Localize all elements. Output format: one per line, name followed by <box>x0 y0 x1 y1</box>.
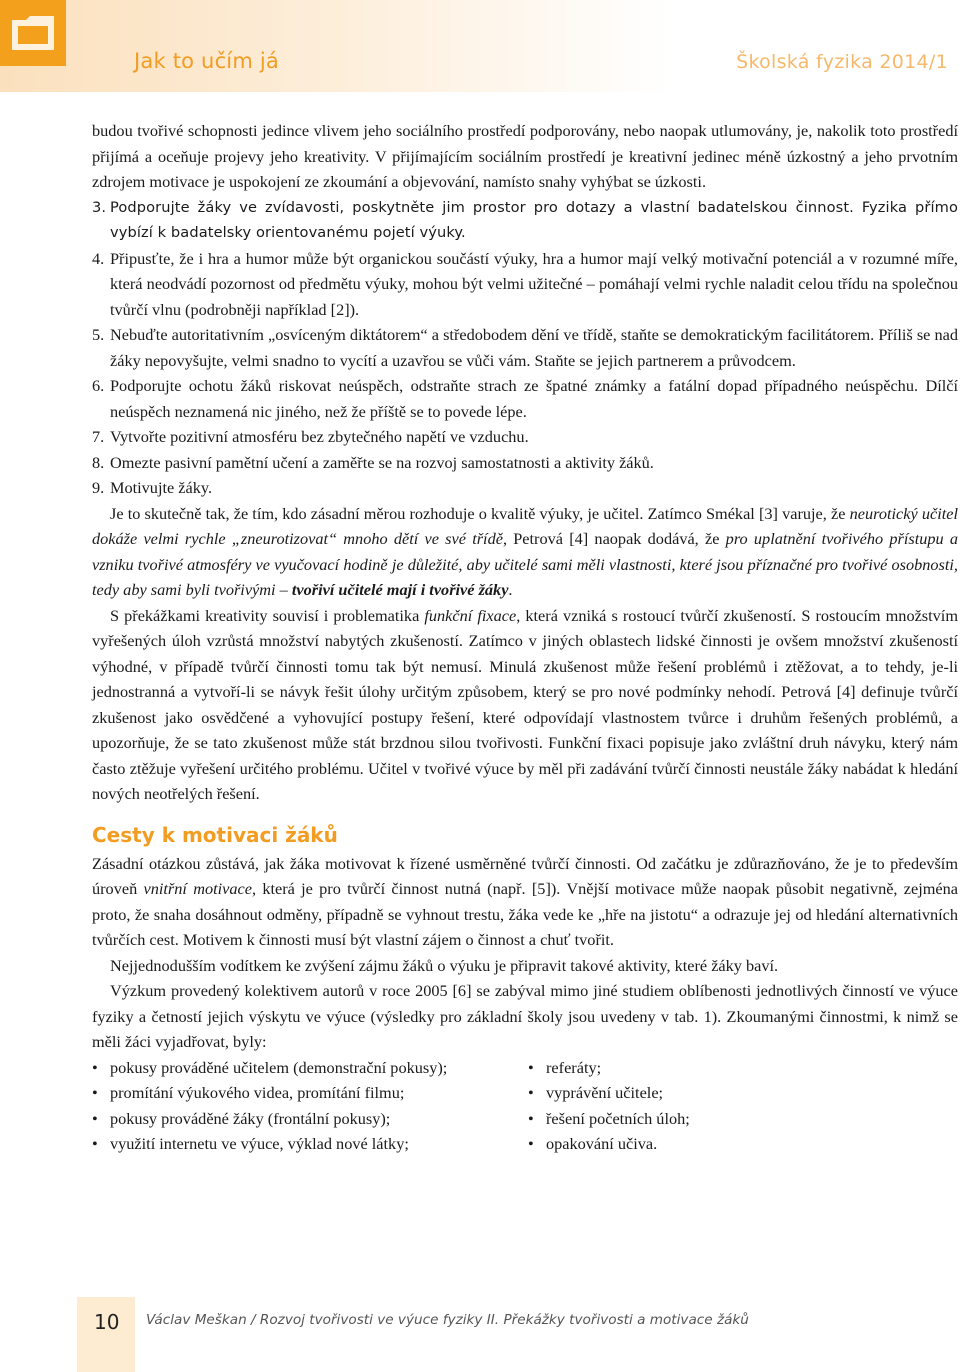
list-item: 3. Podporujte žáky ve zvídavosti, poskytněte jim prostor pro dotazy a vlastní badatelskou činnost. Fyzika přímo vybízí k badatelsky orientovanému pojetí výuky. <box>92 198 958 241</box>
activity-list-right <box>528 1055 690 1157</box>
page-number-box <box>77 1297 135 1372</box>
list-item: • opakování učiva. <box>528 1131 690 1157</box>
paragraph-functional-fixation: S překážkami kreativity souvisí i problematika funkční fixace, která vzniká s rostoucí tvůrčí zkušeností. S rostoucím množstvím vyřešených úloh vzrůstá množství nabytých zkušeností. Zatímco v jiných oblastech lidské činnosti je ovšem množství zkušeností výhodné, v případě tvůrčí činnosti tomu tak být nemusí. Minulá zkušenost může řešení problémů i ztěžovat, a to tehdy, je-li jednostranná a vytvoří-li se návyk řešit úlohy určitým způsobem, který se pro nové podmínky nehodí. Petrová [4] definuje tvůrčí zkušenost jako osvědčené a vyhovující postupy řešení, které odpovídají vlastnostem tvůrce i druhům řešených problémů, a upozorňuje, že se tato zkušenost může stát brzdnou silou tvořivosti. Funkční fixaci popisuje jako zvláštní druh návyku, který nám často ztěžuje vyřešení určitého problému. Učitel v tvořivé výuce by měl při zadávání tvůrčí činnosti neustále žáky nabádat k hledání nových neotřelých řešení. <box>92 605 958 803</box>
list-item: 8. Omezte pasivní pamětní učení a zaměřte se na rozvoj samostatnosti a aktivity žáků. <box>92 452 654 472</box>
section-heading: Cesty k motivaci žáků <box>92 822 338 847</box>
list-item: • pokusy prováděné žáky (frontální pokusy); <box>92 1106 528 1132</box>
activity-list-left <box>92 1055 528 1157</box>
list-item: • využití internetu ve výuce, výklad nové látky; <box>92 1131 528 1157</box>
list-item: • promítání výukového videa, promítání filmu; <box>92 1080 528 1106</box>
paragraph-teacher-quality: Je to skutečně tak, že tím, kdo zásadní měrou rozhoduje o kvalitě výuky, je učitel. Zatímco Smékal [3] varuje, že neurotický učitel dokáže velmi rychle „zneurotizovat“ mnoho dětí ve své třídě, Petrová [4] naopak dodává, že pro uplatnění tvořivého přístupu a vzniku tvořivé atmosféry ve vyučovací hodině je důležité, aby učitelé sami měli vlastnosti, které jsou příznačné pro tvořivé osobnosti, tedy aby sami byli tvořivými – tvořiví učitelé mají i tvořivé žáky. <box>92 503 959 599</box>
list-item: 5. Nebuďte autoritativním „osvíceným diktátorem“ a středobodem dění ve třídě, staňte se demokratickým facilitátorem. Příliš se nad žáky nepovyšujte, velmi snadno to vycítí a uzavřou se vůči vám. Staňte se jejich partnerem a průvodcem. <box>92 325 958 370</box>
list-item: • referáty; <box>528 1055 690 1081</box>
list-item: • řešení početních úloh; <box>528 1106 690 1132</box>
footer-citation: Václav Meškan / Rozvoj tvořivosti ve výuce fyziky II. Překážky tvořivosti a motivace žáků <box>146 1312 749 1328</box>
paragraph-motivation: Zásadní otázkou zůstává, jak žáka motivovat k řízené usměrněné tvůrčí činnosti. Od začátku je zdůrazňováno, že je to především úroveň vnitřní motivace, která je pro tvůrčí činnost nutná (např. [5]). Vnější motivace může naopak působit negativně, zejména proto, že snaha dosáhnout odměny, případně se vyhnout trestu, žáka vede ke „hře na jistotu“ a odrazuje jej od hledání alternativních tvůrčích cest. Motivem k činnosti musí být vlastní zájem o činnost a chuť tvořit. <box>92 853 959 949</box>
section-title: Jak to učím já <box>134 49 279 73</box>
page-number: 10 <box>94 1310 120 1334</box>
list-item: 9. Motivujte žáky. <box>92 478 213 497</box>
journal-title: Školská fyzika 2014/1 <box>736 51 948 73</box>
list-item: 7. Vytvořte pozitivní atmosféru bez zbytečného napětí ve vzduchu. <box>92 427 529 446</box>
page-header <box>0 0 960 92</box>
paragraph-simplest-guide: Nejjednodušším vodítkem ke zvýšení zájmu žáků o výuku je připravit takové aktivity, které žáky baví. <box>110 955 779 975</box>
list-item: • vyprávění učitele; <box>528 1080 690 1106</box>
list-item: 6. Podporujte ochotu žáků riskovat neúspěch, odstraňte strach ze špatné známky a fatální dopad případného neúspěchu. Dílčí neúspěch neznamená nic jiného, než že příště se to povede lépe. <box>92 376 958 421</box>
list-item: 4. Připusťte, že i hra a humor může být organickou součástí výuky, hra a humor mají velký motivační potenciál a v rozumné míře, která neodvádí pozornost od předmětu výuky, mohou být velmi užitečné – pomáhají velmi rychle naladit celou třídu na společnou tvůrčí vlnu (podrobněji například [2]). <box>92 248 958 319</box>
list-item: • pokusy prováděné učitelem (demonstrační pokusy); <box>92 1055 528 1081</box>
journal-logo <box>0 0 66 66</box>
paragraph-continued: budou tvořivé schopnosti jedince vlivem jeho sociálního prostředí podporovány, nebo naopak utlumovány, je, nakolik toto prostředí přijímá a oceňuje projevy jeho kreativity. V přijímajícím sociálním prostředí je kreativní jedinec méně úzkostný a jeho prvotním zdrojem motivace je uspokojení ze zkoumání a objevování, namísto snahy vyhýbat se úzkosti. <box>92 121 958 191</box>
activity-list <box>92 1055 958 1157</box>
article-body <box>92 118 958 1157</box>
paragraph-research: Výzkum provedený kolektivem autorů v roce 2005 [6] se zabýval mimo jiné studiem oblíbenosti jednotlivých činností ve výuce fyziky a četností jejich výskytu ve výuce (výsledky pro základní školy jsou uvedeny v tab. 1). Zkoumanými činnostmi, k nimž se měli žáci vyjadřovat, byly: <box>92 981 958 1051</box>
